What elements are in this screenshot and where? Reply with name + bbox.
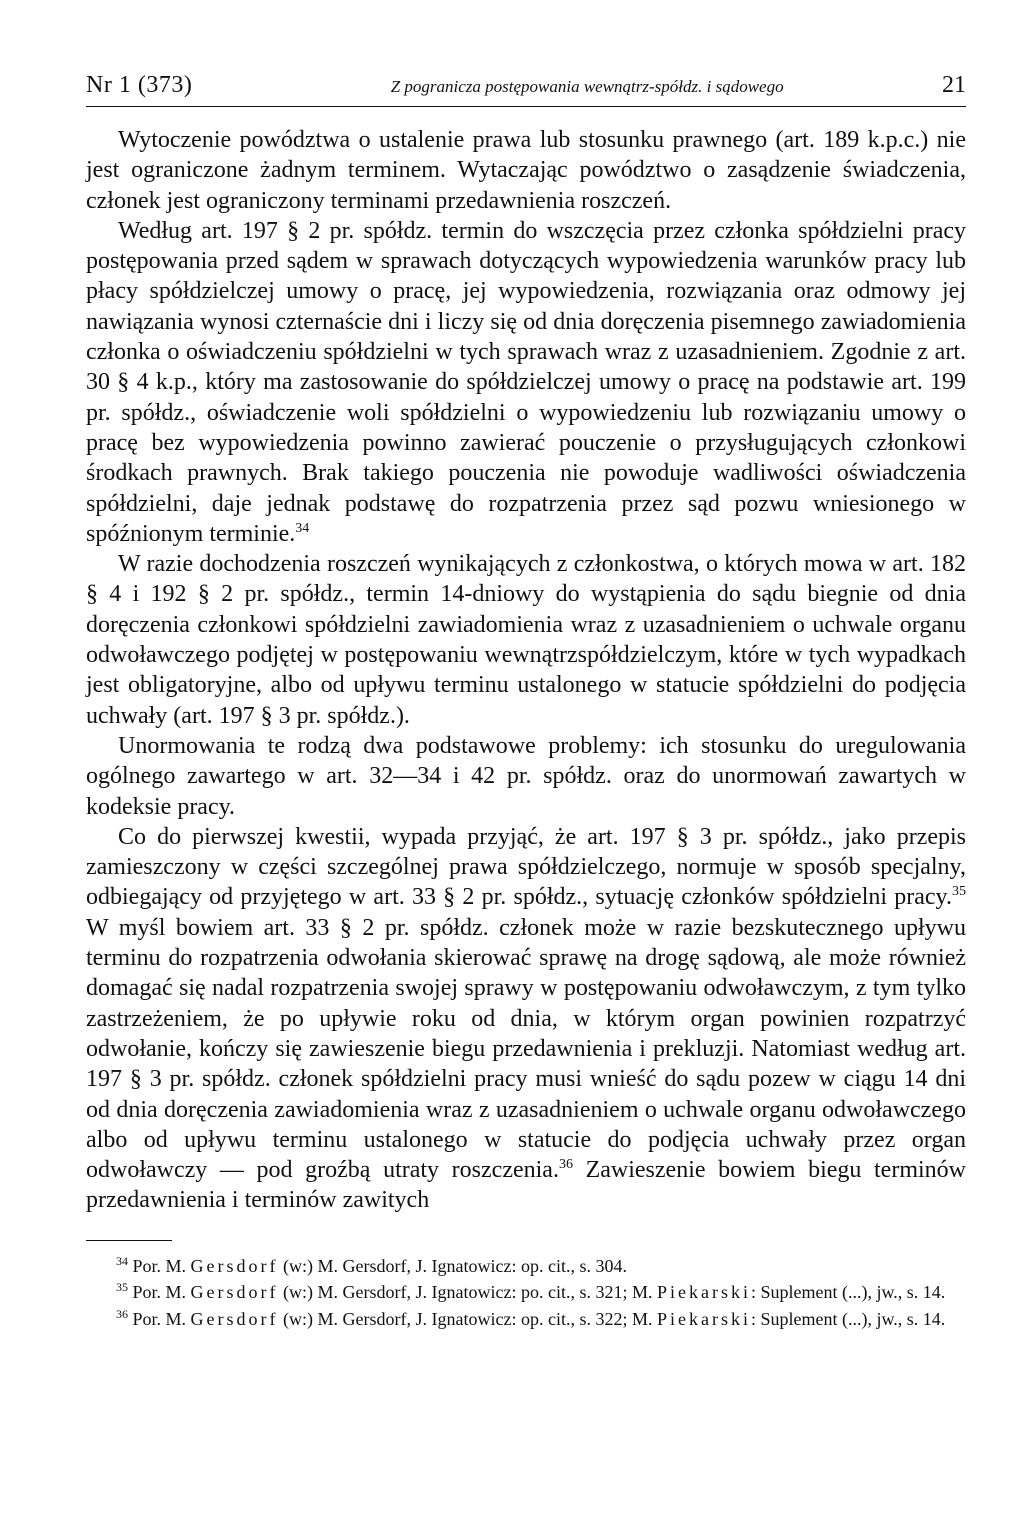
author-name: Gersdorf [190,1255,279,1276]
author-name: Gersdorf [190,1308,279,1329]
issue-number: Nr 1 (373) [86,72,193,98]
footnote: $^{35}$ Por. M. Gersdorf (w:) M. Gersdorf, J. Ignatowicz: po. cit., s. 321; M. Piekarski: Suplement (...), jw., s. 14. [116,1280,946,1303]
footnote-divider [86,1240,172,1241]
page-number: 21 [942,72,966,98]
paragraph: Unormowania te rodzą dwa podstawowe problemy: ich stosunku do uregulowania ogólnego zawartego w art. 32—34 i 42 pr. spółdz. oraz do unormowań zawartych w kodeksie pracy. [86,732,966,820]
paragraph: Według art. 197 § 2 pr. spółdz. termin do wszczęcia przez członka spółdzielni pracy postępowania przed sądem w sprawach dotyczących wypowiedzenia warunków pracy lub płacy spółdzielczej umowy o pracę, jej wypowiedzenia, rozwiązania oraz odmowy jej nawiązania wynosi czternaście dni i liczy się od dnia doręczenia pisemnego zawiadomienia członka o oświadczeniu spółdzielni w tych sprawach wraz z uzasadnieniem. Zgodnie z art. 30 § 4 k.p., który ma zastosowanie do spółdzielczej umowy o pracę na podstawie art. 199 pr. spółdz., oświadczenie woli spółdzielni o wypowiedzeniu lub rozwiązaniu umowy o pracę bez wypowiedzenia powinno zawierać pouczenie o przysługujących członkowi środkach prawnych. Brak takiego pouczenia nie powoduje wadliwości oświadczenia spółdzielni, daje jednak podstawę do rozpatrzenia przez sąd pozwu wniesionego w spóźnionym terminie.$^{34}$ [86,217,966,547]
footnote: $^{34}$ Por. M. Gersdorf (w:) M. Gersdorf, J. Ignatowicz: op. cit., s. 304. [116,1253,627,1276]
author-name: Piekarski [656,1308,751,1329]
page [86,70,966,1332]
running-title: Z pogranicza postępowania wewnątrz-spółdz. i sądowego [390,77,784,96]
paragraph: W razie dochodzenia roszczeń wynikających z członkostwa, o których mowa w art. 182 § 4 i 192 § 2 pr. spółdz., termin 14-dniowy do wystąpienia do sądu biegnie od dnia doręczenia członkowi spółdzielni zawiadomienia wraz z uzasadnieniem o uchwale organu odwoławczego podjętej w postępowaniu wewnątrzspółdzielczym, które w tych wypadkach jest obligatoryjne, albo od upływu terminu ustalonego w statucie spółdzielni do podjęcia uchwały (art. 197 § 3 pr. spółdz.). [86,551,966,729]
footnote: $^{36}$ Por. M. Gersdorf (w:) M. Gersdorf, J. Ignatowicz: op. cit., s. 322; M. Piekarski: Suplement (...), jw., s. 14. [116,1306,946,1329]
footnote-ref: 36 [558,1157,573,1173]
footnote-ref: 34 [295,520,310,536]
paragraph: Co do pierwszej kwestii, wypada przyjąć, że art. 197 § 3 pr. spółdz., jako przepis zamieszczony w części szczególnej prawa spółdzielczego, normuje w sposób specjalny, odbiegający od przyjętego w art. 33 § 2 pr. spółdz., sytuację członków spółdzielni pracy.$^{35}$ W myśl bowiem art. 33 § 2 pr. spółdz. członek może w razie bezskutecznego upływu terminu do rozpatrzenia odwołania skierować sprawę na drogę sądową, ale może również domagać się nadal rozpatrzenia swojej sprawy w postępowaniu odwoławczym, z tym tylko zastrzeżeniem, że po upływie roku od dnia, w którym organ powinien rozpatrzyć odwołanie, kończy się zawieszenie biegu przedawnienia i prekluzji. Natomiast według art. 197 § 3 pr. spółdz. członek spółdzielni pracy musi wnieść do sądu pozew w ciągu 14 dni od dnia doręczenia zawiadomienia wraz z uzasadnieniem o uchwale organu odwoławczego albo od upływu terminu ustalonego w statucie do podjęcia uchwały przez organ odwoławczy — pod groźbą utraty roszczenia.$^{36}$ Zawieszenie bowiem biegu terminów przedawnienia i terminów zawitych [86,823,966,1214]
author-name: Gersdorf [190,1282,279,1303]
footnotes [86,1253,966,1333]
running-header [86,70,966,107]
paragraph: Wytoczenie powództwa o ustalenie prawa lub stosunku prawnego (art. 189 k.p.c.) nie jest ograniczone żadnym terminem. Wytaczając powództwo o zasądzenie świadczenia, członek jest ograniczony terminami przedawnienia roszczeń. [86,127,966,214]
footnote-ref: 35 [952,884,966,900]
body-text [86,125,966,1216]
author-name: Piekarski [656,1282,751,1303]
